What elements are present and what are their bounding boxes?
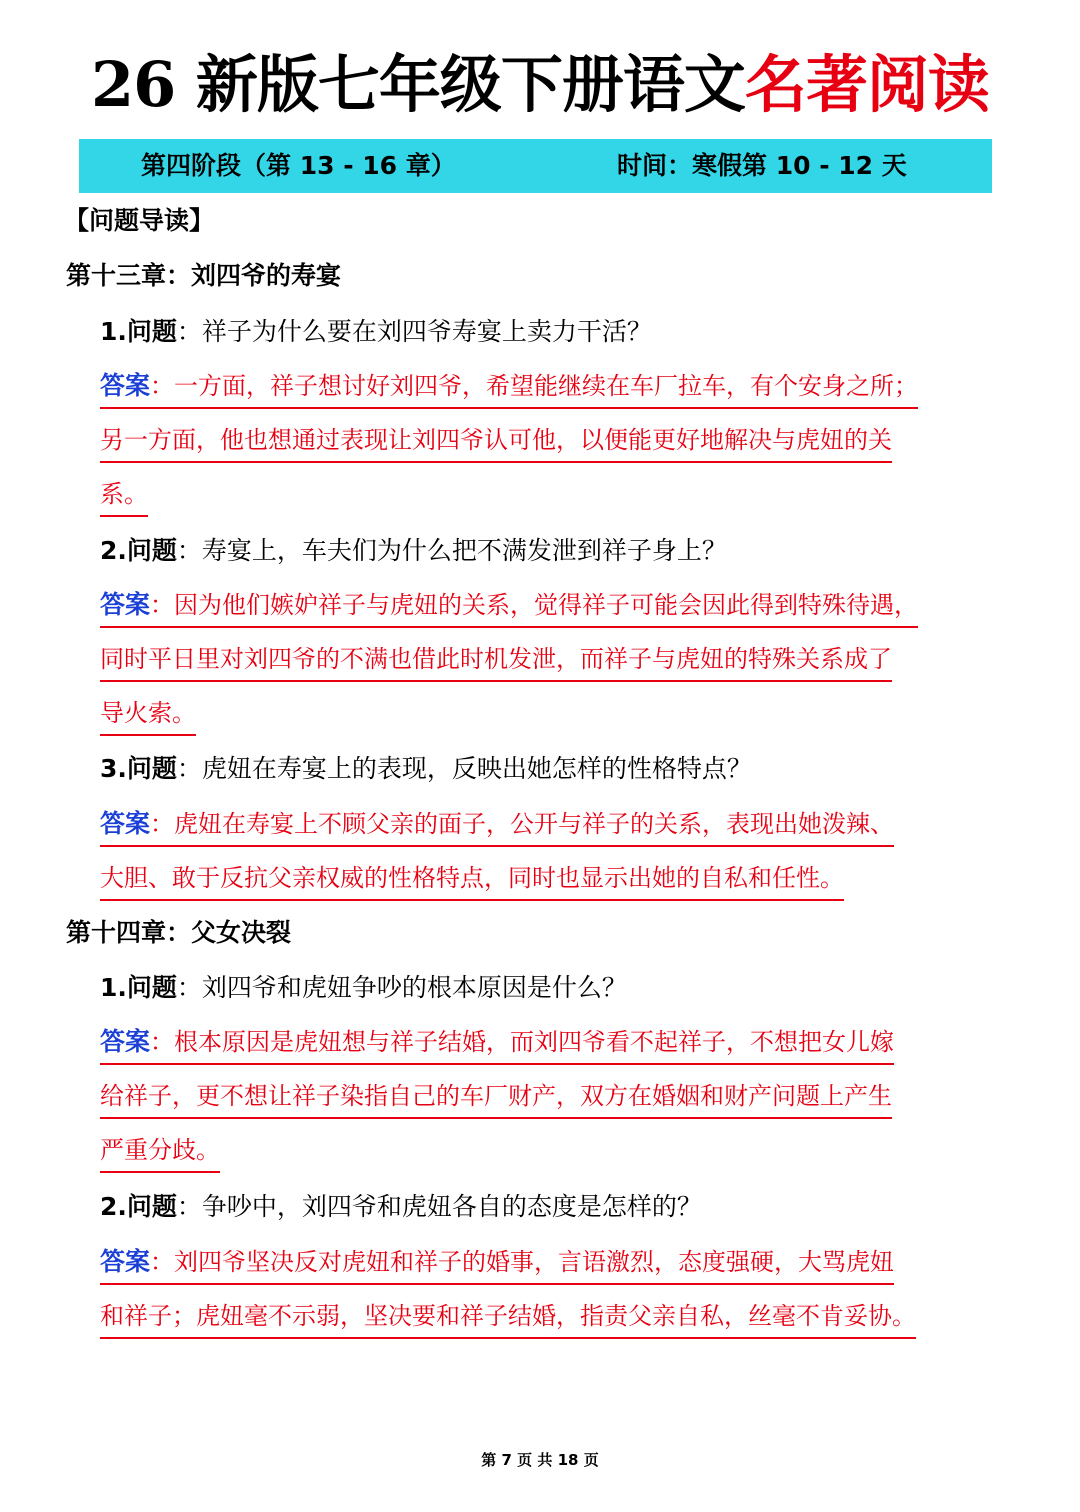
answer-label: 答案 bbox=[100, 1247, 151, 1276]
page-title-accent: 名著阅读 bbox=[744, 48, 989, 121]
answer-line bbox=[100, 472, 1012, 526]
answer-line bbox=[100, 856, 1012, 910]
question bbox=[100, 966, 1015, 1010]
answer-line bbox=[100, 1020, 1012, 1074]
answer-text: 另一方面，他也想通过表现让刘四爷认可他，以便能更好地解决与虎妞的关 bbox=[100, 419, 892, 463]
answer-line bbox=[100, 364, 1012, 418]
answer-line bbox=[100, 637, 1012, 691]
answer-text: 导火索。 bbox=[100, 692, 196, 736]
answer-line bbox=[100, 1294, 1012, 1348]
answer-block bbox=[100, 1240, 1012, 1348]
answer-block bbox=[100, 583, 1012, 745]
answer-block bbox=[100, 1020, 1012, 1182]
question-number: 1.问题 bbox=[100, 317, 177, 346]
stage-banner bbox=[79, 139, 992, 193]
answer-line bbox=[100, 1074, 1012, 1128]
question bbox=[100, 747, 1015, 791]
answer-text: ：刘四爷坚决反对虎妞和祥子的婚事，言语激烈，态度强硬，大骂虎妞 bbox=[150, 1248, 895, 1276]
answer-text: 大胆、敢于反抗父亲权威的性格特点，同时也显示出她的自私和任性。 bbox=[100, 857, 844, 901]
stage-label: 第四阶段（第 13 - 16 章） bbox=[141, 151, 456, 180]
question-number: 2.问题 bbox=[100, 536, 177, 565]
answer-block bbox=[100, 802, 1012, 910]
page-title bbox=[0, 42, 1080, 128]
answer-text: ：因为他们嫉妒祥子与虎妞的关系，觉得祥子可能会因此得到特殊待遇， bbox=[150, 591, 919, 619]
question bbox=[100, 310, 1015, 354]
question bbox=[100, 529, 1015, 573]
answer-label: 答案 bbox=[100, 809, 151, 838]
question-number: 3.问题 bbox=[100, 754, 177, 783]
answer-block bbox=[100, 364, 1012, 526]
answer-line bbox=[100, 583, 1012, 637]
page-title-main: 26 新版七年级下册语文 bbox=[91, 48, 745, 121]
answer-line bbox=[100, 1128, 1012, 1182]
question-text: ：刘四爷和虎妞争吵的根本原因是什么？ bbox=[176, 973, 627, 1002]
chapter-heading: 第十三章：刘四爷的寿宴 bbox=[66, 261, 342, 290]
answer-text: 系。 bbox=[100, 473, 148, 517]
question-text: ：虎妞在寿宴上的表现，反映出她怎样的性格特点？ bbox=[176, 754, 752, 783]
answer-text: 同时平日里对刘四爷的不满也借此时机发泄，而祥子与虎妞的特殊关系成了 bbox=[100, 638, 892, 682]
question-number: 2.问题 bbox=[100, 1192, 177, 1221]
page-footer: 第 7 页 共 18 页 bbox=[481, 1451, 599, 1469]
answer-text: 严重分歧。 bbox=[100, 1129, 220, 1173]
answer-text: 和祥子；虎妞毫不示弱，坚决要和祥子结婚，指责父亲自私，丝毫不肯妥协。 bbox=[100, 1295, 916, 1339]
answer-line bbox=[100, 691, 1012, 745]
question-text: ：祥子为什么要在刘四爷寿宴上卖力干活？ bbox=[176, 317, 652, 346]
answer-text: ：一方面，祥子想讨好刘四爷，希望能继续在车厂拉车，有个安身之所； bbox=[150, 372, 919, 400]
answer-label: 答案 bbox=[100, 1027, 151, 1056]
answer-line bbox=[100, 1240, 1012, 1294]
answer-label: 答案 bbox=[100, 371, 151, 400]
question-number: 1.问题 bbox=[100, 973, 177, 1002]
schedule-label: 时间：寒假第 10 - 12 天 bbox=[617, 151, 907, 180]
question-text: ：寿宴上，车夫们为什么把不满发泄到祥子身上？ bbox=[176, 536, 727, 565]
question-text: ：争吵中，刘四爷和虎妞各自的态度是怎样的？ bbox=[176, 1192, 702, 1221]
chapter-heading: 第十四章：父女决裂 bbox=[66, 918, 292, 947]
answer-text: 给祥子，更不想让祥子染指自己的车厂财产，双方在婚姻和财产问题上产生 bbox=[100, 1075, 892, 1119]
answer-line bbox=[100, 802, 1012, 856]
answer-label: 答案 bbox=[100, 590, 151, 619]
answer-text: ：虎妞在寿宴上不顾父亲的面子，公开与祥子的关系，表现出她泼辣、 bbox=[150, 810, 895, 838]
section-label: 【问题导读】 bbox=[64, 206, 215, 235]
question bbox=[100, 1185, 1015, 1229]
answer-text: ：根本原因是虎妞想与祥子结婚，而刘四爷看不起祥子，不想把女儿嫁 bbox=[150, 1028, 895, 1056]
answer-line bbox=[100, 418, 1012, 472]
